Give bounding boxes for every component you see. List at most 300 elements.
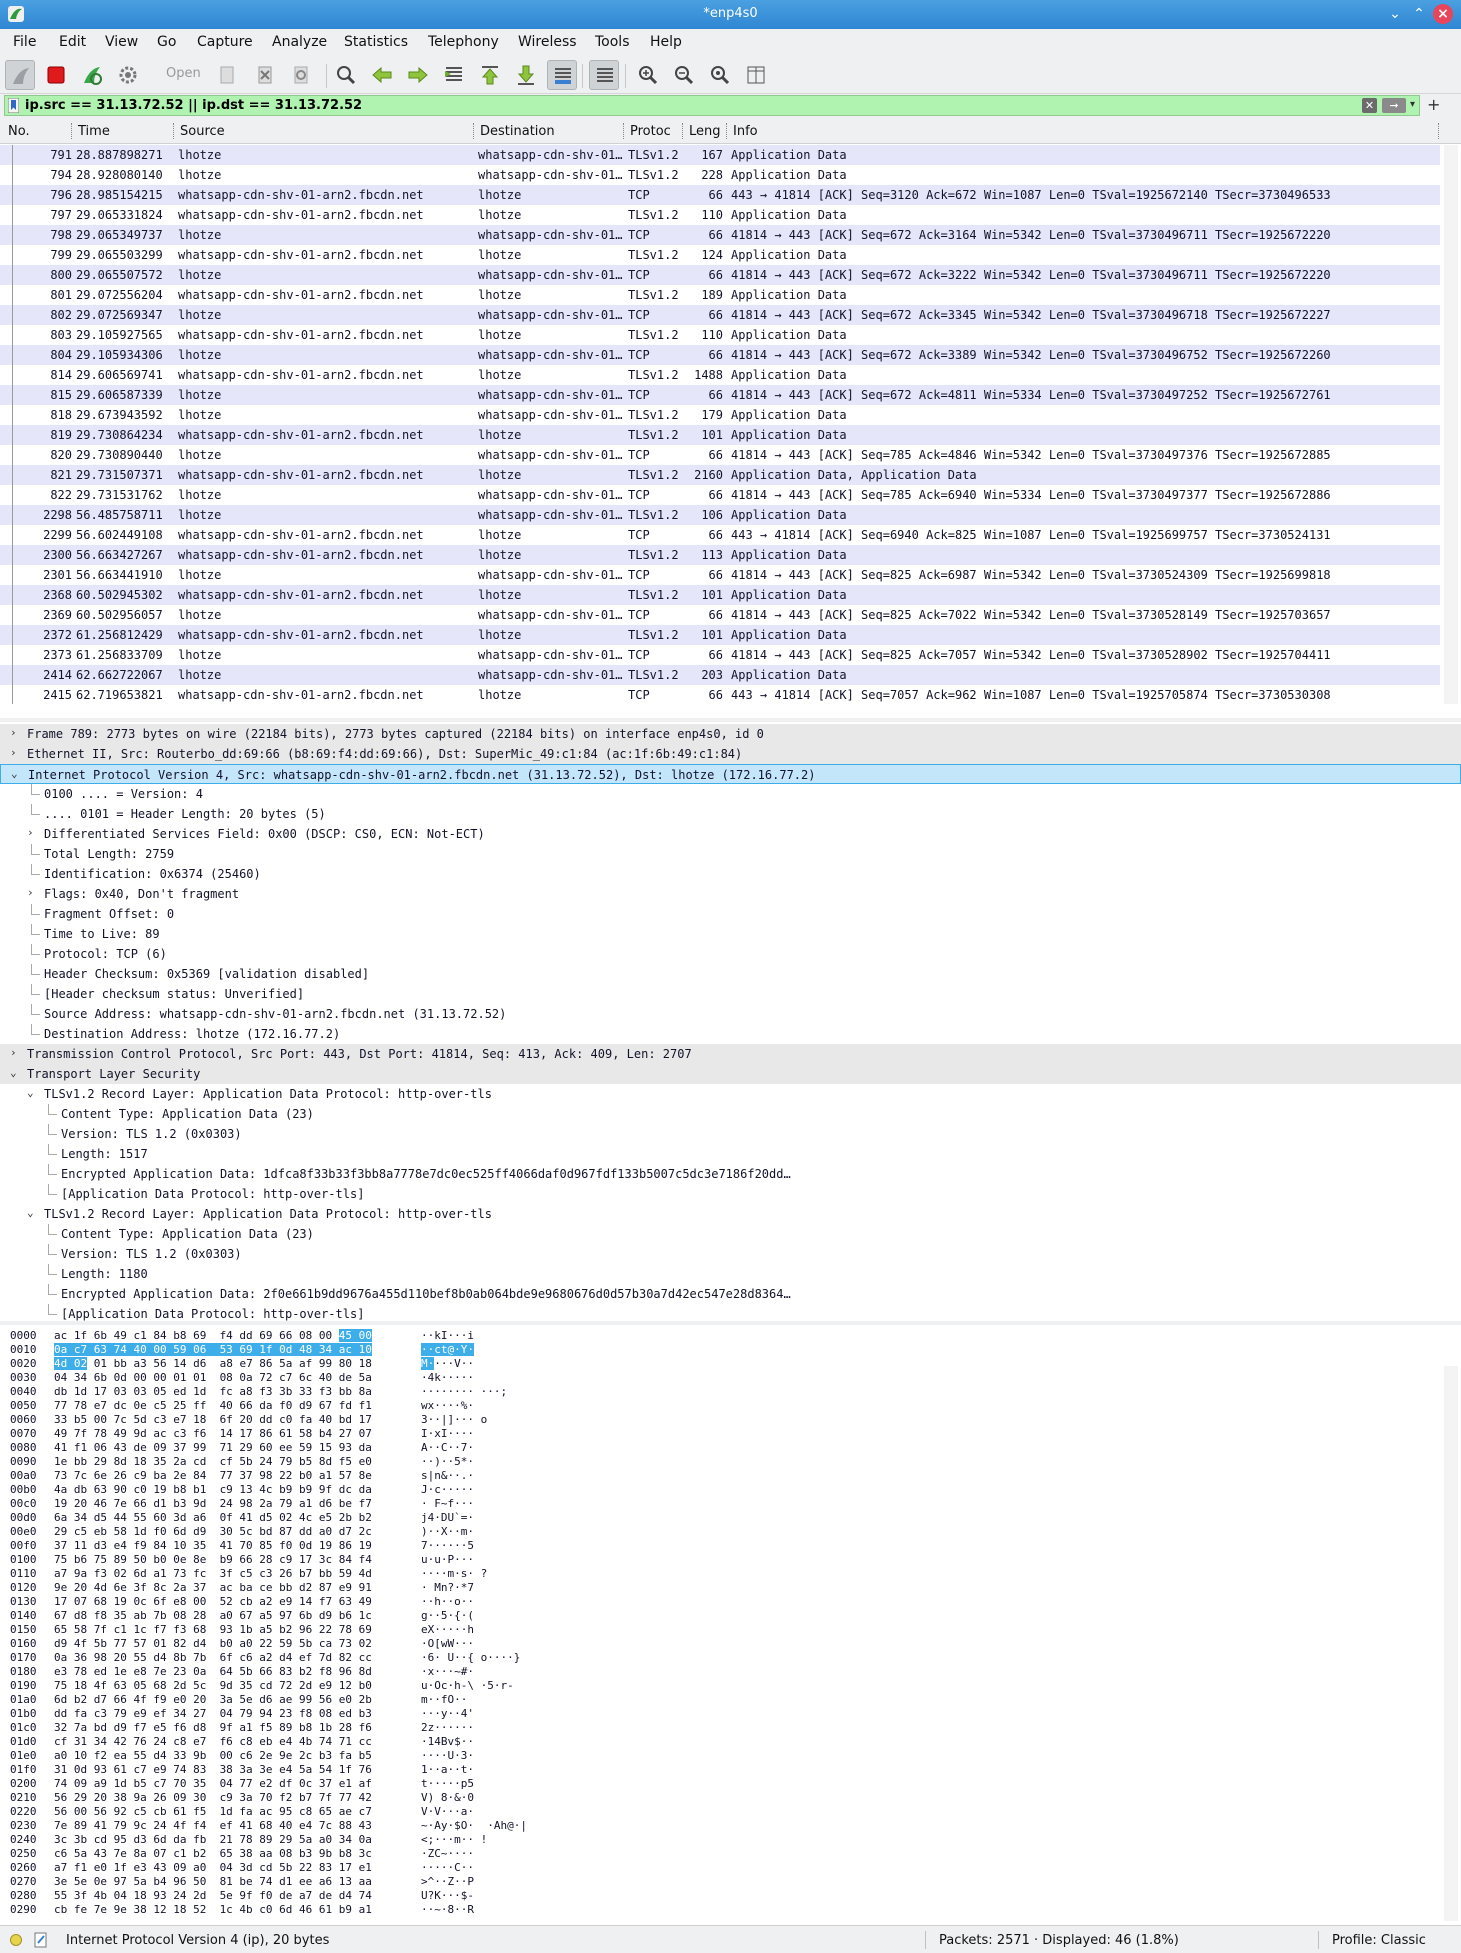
hex-bytes[interactable] [54, 1791, 372, 1804]
packet-no: 2372 [43, 628, 72, 642]
hex-row[interactable] [0, 1441, 1461, 1455]
ascii-bytes[interactable] [421, 1889, 474, 1902]
hex-row[interactable] [0, 1707, 1461, 1721]
hex-row[interactable] [0, 1511, 1461, 1525]
column-separator[interactable] [173, 123, 174, 139]
detail-row[interactable] [0, 904, 1461, 924]
pane-splitter[interactable] [0, 1321, 1461, 1325]
conversation-tree-line [12, 325, 13, 345]
packet-row[interactable] [0, 505, 1440, 525]
ascii-bytes[interactable] [421, 1413, 487, 1426]
ascii-bytes[interactable] [421, 1427, 474, 1440]
column-source[interactable]: Source [180, 124, 225, 139]
packet-len: 66 [708, 488, 723, 502]
ascii-bytes[interactable] [421, 1329, 474, 1342]
find-packet-button[interactable] [331, 60, 361, 90]
last-packet-button[interactable] [511, 60, 541, 90]
hex-row[interactable] [0, 1721, 1461, 1735]
ascii-bytes[interactable] [421, 1511, 474, 1524]
detail-row[interactable] [0, 844, 1461, 864]
hex-row[interactable] [0, 1357, 1461, 1371]
ascii-bytes[interactable] [421, 1777, 474, 1790]
packet-row[interactable] [0, 445, 1440, 465]
hex-bytes[interactable] [54, 1679, 372, 1692]
stop-capture-button[interactable] [41, 60, 71, 90]
hex-row[interactable] [0, 1833, 1461, 1847]
packet-time: 60.502956057 [76, 608, 163, 622]
packet-row[interactable] [0, 345, 1440, 365]
hex-row[interactable] [0, 1903, 1461, 1917]
hex-bytes[interactable] [54, 1469, 372, 1482]
hex-row[interactable] [0, 1399, 1461, 1413]
hex-offset: 00e0 [10, 1525, 37, 1538]
detail-row[interactable] [0, 804, 1461, 824]
hex-bytes[interactable] [54, 1903, 372, 1916]
hex-bytes[interactable] [54, 1329, 372, 1342]
menu-view[interactable]: View [105, 34, 139, 50]
ascii-bytes[interactable] [421, 1763, 474, 1776]
expand-arrow-icon[interactable]: › [10, 746, 17, 759]
hex-bytes[interactable] [54, 1651, 372, 1664]
hex-row[interactable] [0, 1385, 1461, 1399]
packet-src: whatsapp-cdn-shv-01-arn2.fbcdn.net [178, 428, 424, 442]
packet-no: 801 [50, 288, 72, 302]
pane-splitter[interactable] [0, 718, 1461, 722]
detail-row[interactable] [0, 1144, 1461, 1164]
packet-rows [0, 145, 1440, 704]
hex-bytes[interactable] [54, 1847, 372, 1860]
capture-options-button[interactable] [113, 60, 143, 90]
detail-row[interactable] [0, 944, 1461, 964]
packet-info: 443 → 41814 [ACK] Seq=3120 Ack=672 Win=1087 Len=0 TSval=1925672140 TSecr=3730496533 [731, 188, 1331, 202]
hex-row[interactable] [0, 1819, 1461, 1833]
status-separator [925, 1931, 926, 1949]
resize-columns-button[interactable] [741, 60, 771, 90]
reload-file-button[interactable] [286, 60, 316, 90]
go-to-packet-button[interactable] [439, 60, 469, 90]
hex-bytes[interactable] [54, 1637, 372, 1650]
detail-row[interactable] [0, 1184, 1461, 1204]
packet-info: Application Data [731, 328, 847, 342]
hex-row[interactable] [0, 1343, 1461, 1357]
ascii-bytes[interactable] [421, 1707, 474, 1720]
column-no[interactable]: No. [8, 124, 30, 139]
ascii-bytes[interactable] [421, 1525, 474, 1538]
hex-row[interactable] [0, 1651, 1461, 1665]
tree-branch-line [31, 904, 32, 915]
first-packet-button[interactable] [475, 60, 505, 90]
detail-row[interactable] [0, 924, 1461, 944]
ascii-bytes[interactable] [421, 1791, 474, 1804]
hex-row[interactable] [0, 1483, 1461, 1497]
ascii-bytes[interactable] [421, 1861, 474, 1874]
go-forward-button[interactable] [403, 60, 433, 90]
menu-file[interactable]: File [13, 34, 37, 50]
hex-row[interactable] [0, 1623, 1461, 1637]
expert-info-indicator-icon[interactable] [10, 1934, 22, 1946]
expand-arrow-icon[interactable]: › [27, 886, 34, 899]
hex-bytes-plain: 19 20 46 7e 66 d1 b3 9d 24 98 2a 79 a1 d6 be f7 [54, 1497, 372, 1510]
hex-offset: 0020 [10, 1357, 37, 1370]
hex-bytes[interactable] [54, 1763, 372, 1776]
ascii-bytes[interactable] [421, 1539, 474, 1552]
packet-row[interactable] [0, 465, 1440, 485]
ascii-bytes[interactable] [421, 1609, 474, 1622]
bookmark-icon[interactable] [8, 98, 19, 113]
restart-capture-button[interactable] [77, 60, 107, 90]
menu-statistics[interactable]: Statistics [344, 34, 408, 50]
toolbar-separator [582, 64, 583, 88]
minimize-icon[interactable]: ⌄ [1389, 6, 1401, 22]
column-destination[interactable]: Destination [480, 124, 555, 139]
packet-row[interactable] [0, 485, 1440, 505]
hex-bytes[interactable] [54, 1455, 372, 1468]
zoom-in-button[interactable] [633, 60, 663, 90]
detail-row[interactable] [0, 1064, 1461, 1084]
hex-offset: 01a0 [10, 1693, 37, 1706]
packet-row[interactable] [0, 665, 1440, 685]
expand-arrow-icon[interactable]: › [27, 826, 34, 839]
ascii-bytes[interactable] [421, 1497, 474, 1510]
packet-src: whatsapp-cdn-shv-01-arn2.fbcdn.net [178, 688, 424, 702]
hex-bytes[interactable] [54, 1497, 372, 1510]
detail-row[interactable] [0, 864, 1461, 884]
start-capture-button[interactable] [5, 60, 35, 90]
hex-bytes[interactable] [54, 1483, 372, 1496]
hex-offset: 0050 [10, 1399, 37, 1412]
detail-row[interactable] [0, 1244, 1461, 1264]
menu-edit[interactable]: Edit [59, 34, 87, 50]
hex-offset: 0010 [10, 1343, 37, 1356]
packet-time: 29.730864234 [76, 428, 163, 442]
add-filter-button-icon[interactable]: + [1427, 95, 1441, 114]
hex-row[interactable] [0, 1497, 1461, 1511]
hex-bytes[interactable] [54, 1707, 372, 1720]
hex-bytes[interactable] [54, 1749, 372, 1762]
close-file-button[interactable] [250, 60, 280, 90]
hex-row[interactable] [0, 1889, 1461, 1903]
hex-bytes[interactable] [54, 1441, 372, 1454]
hex-row[interactable] [0, 1469, 1461, 1483]
collapse-arrow-icon[interactable]: ⌄ [10, 1066, 17, 1079]
packet-len: 106 [701, 508, 723, 522]
hex-row[interactable] [0, 1637, 1461, 1651]
collapse-arrow-icon[interactable]: ⌄ [27, 1086, 34, 1099]
ascii-bytes[interactable] [421, 1875, 474, 1888]
hex-bytes[interactable] [54, 1413, 372, 1426]
detail-row[interactable] [0, 964, 1461, 984]
detail-row[interactable] [0, 724, 1461, 744]
packet-row[interactable] [0, 545, 1440, 565]
ascii-bytes[interactable] [421, 1399, 474, 1412]
packet-row[interactable] [0, 565, 1440, 585]
conversation-tree-line [12, 405, 13, 425]
column-info[interactable]: Info [733, 124, 758, 139]
packet-time: 29.606587339 [76, 388, 163, 402]
packet-time: 28.985154215 [76, 188, 163, 202]
detail-row[interactable] [0, 1264, 1461, 1284]
hex-row[interactable] [0, 1427, 1461, 1441]
hex-bytes[interactable] [54, 1623, 372, 1636]
hex-bytes[interactable] [54, 1609, 372, 1622]
open-file-button[interactable]: Open [166, 66, 201, 81]
auto-scroll-button[interactable] [547, 60, 577, 90]
detail-row[interactable] [0, 1004, 1461, 1024]
packet-row[interactable] [0, 145, 1440, 165]
hex-row[interactable] [0, 1749, 1461, 1763]
column-protocol[interactable]: Protoc [630, 124, 671, 139]
expand-arrow-icon[interactable]: › [10, 726, 17, 739]
ascii-bytes[interactable] [421, 1441, 474, 1454]
packet-row[interactable] [0, 285, 1440, 305]
hex-bytes[interactable] [54, 1553, 372, 1566]
detail-row[interactable] [0, 824, 1461, 844]
hex-row[interactable] [0, 1735, 1461, 1749]
hex-bytes[interactable] [54, 1525, 372, 1538]
save-file-button[interactable] [212, 60, 242, 90]
menu-tools[interactable]: Tools [595, 34, 630, 50]
detail-row[interactable] [0, 1164, 1461, 1184]
packet-row[interactable] [0, 625, 1440, 645]
packet-info: Application Data [731, 628, 847, 642]
ascii-bytes[interactable] [421, 1567, 487, 1580]
packet-row[interactable] [0, 325, 1440, 345]
detail-row[interactable] [0, 1124, 1461, 1144]
packet-dst: whatsapp-cdn-shv-01… [478, 668, 623, 682]
hex-bytes[interactable] [54, 1539, 372, 1552]
ascii-bytes[interactable] [421, 1833, 487, 1846]
hex-bytes[interactable] [54, 1861, 372, 1874]
ascii-bytes[interactable] [421, 1749, 474, 1762]
packet-list-scrollbar[interactable] [1444, 145, 1458, 704]
maximize-icon[interactable]: ⌃ [1413, 6, 1425, 22]
menu-wireless[interactable]: Wireless [518, 34, 577, 50]
hex-bytes[interactable] [54, 1735, 372, 1748]
menu-capture[interactable]: Capture [197, 34, 253, 50]
hex-bytes[interactable] [54, 1889, 372, 1902]
packet-row[interactable] [0, 165, 1440, 185]
packet-dst: whatsapp-cdn-shv-01… [478, 508, 623, 522]
hex-bytes[interactable] [54, 1399, 372, 1412]
hex-bytes[interactable] [54, 1581, 372, 1594]
hex-row[interactable] [0, 1581, 1461, 1595]
column-separator[interactable] [71, 123, 72, 139]
column-time[interactable]: Time [78, 124, 110, 139]
hex-row[interactable] [0, 1805, 1461, 1819]
detail-row[interactable] [0, 1104, 1461, 1124]
packet-info: 443 → 41814 [ACK] Seq=6940 Ack=825 Win=1087 Len=0 TSval=1925699757 TSecr=3730524131 [731, 528, 1331, 542]
hex-row[interactable] [0, 1539, 1461, 1553]
tree-branch-line [48, 1254, 57, 1255]
clear-filter-icon[interactable]: ✕ [1362, 98, 1377, 113]
packet-row[interactable] [0, 205, 1440, 225]
packet-row[interactable] [0, 525, 1440, 545]
expand-arrow-icon[interactable]: › [10, 1046, 17, 1059]
hex-bytes-plain: 29 c5 eb 58 1d f0 6d d9 30 5c bd 87 dd a0 d7 2c [54, 1525, 372, 1538]
packet-src: whatsapp-cdn-shv-01-arn2.fbcdn.net [178, 588, 424, 602]
packet-row[interactable] [0, 245, 1440, 265]
hex-row[interactable] [0, 1525, 1461, 1539]
bytes-pane-scrollbar[interactable] [1444, 1366, 1458, 1921]
ascii-bytes[interactable] [421, 1735, 474, 1748]
ascii-bytes[interactable] [421, 1357, 474, 1370]
ascii-bytes[interactable] [421, 1455, 474, 1468]
ascii-bytes[interactable] [421, 1693, 467, 1706]
menu-telephony[interactable]: Telephony [428, 34, 499, 50]
hex-row[interactable] [0, 1371, 1461, 1385]
hex-row[interactable] [0, 1665, 1461, 1679]
hex-row[interactable] [0, 1777, 1461, 1791]
hex-bytes[interactable] [54, 1427, 372, 1440]
hex-row[interactable] [0, 1861, 1461, 1875]
hex-row[interactable] [0, 1413, 1461, 1427]
filter-history-dropdown-icon[interactable]: ▾ [1410, 99, 1416, 110]
detail-row[interactable] [0, 744, 1461, 764]
capture-comment-icon[interactable] [34, 1932, 48, 1948]
apply-filter-icon[interactable]: ➞ [1382, 98, 1406, 113]
packet-row[interactable] [0, 425, 1440, 445]
packet-row[interactable] [0, 225, 1440, 245]
column-separator[interactable] [623, 123, 624, 139]
detail-text: TLSv1.2 Record Layer: Application Data Protocol: http-over-tls [44, 1087, 492, 1101]
ascii-plain: eX·····h [421, 1623, 474, 1636]
packet-src: lhotze [178, 648, 222, 662]
ascii-bytes[interactable] [421, 1371, 474, 1384]
column-separator[interactable] [682, 123, 683, 139]
hex-row[interactable] [0, 1567, 1461, 1581]
packet-row[interactable] [0, 385, 1440, 405]
ascii-bytes[interactable] [421, 1847, 474, 1860]
hex-row[interactable] [0, 1679, 1461, 1693]
ascii-bytes[interactable] [421, 1385, 507, 1398]
ascii-bytes[interactable] [421, 1623, 474, 1636]
detail-row[interactable] [0, 884, 1461, 904]
tree-branch-line [31, 814, 40, 815]
hex-row[interactable] [0, 1791, 1461, 1805]
hex-bytes[interactable] [54, 1693, 372, 1706]
packet-row[interactable] [0, 365, 1440, 385]
colorize-button[interactable] [589, 60, 619, 90]
hex-bytes[interactable] [54, 1665, 372, 1678]
hex-row[interactable] [0, 1595, 1461, 1609]
hex-row[interactable] [0, 1609, 1461, 1623]
detail-row[interactable] [0, 784, 1461, 804]
ascii-bytes[interactable] [421, 1721, 474, 1734]
packet-no: 818 [50, 408, 72, 422]
tree-branch-line [31, 784, 32, 795]
column-separator[interactable] [726, 123, 727, 139]
packet-proto: TLSv1.2 [628, 588, 679, 602]
detail-row[interactable] [0, 764, 1461, 784]
hex-bytes[interactable] [54, 1805, 372, 1818]
hex-row[interactable] [0, 1763, 1461, 1777]
column-separator[interactable] [1438, 123, 1439, 139]
detail-row[interactable] [0, 1084, 1461, 1104]
detail-row[interactable] [0, 984, 1461, 1004]
menu-help[interactable]: Help [650, 34, 682, 50]
close-window-button[interactable]: × [1433, 4, 1453, 24]
hex-bytes[interactable] [54, 1343, 372, 1356]
ascii-bytes[interactable] [421, 1469, 474, 1482]
column-length[interactable]: Leng [689, 124, 721, 139]
ascii-bytes[interactable] [421, 1553, 474, 1566]
hex-bytes-plain: 7e 89 41 79 9c 24 4f f4 ef 41 68 40 e4 7c 88 43 [54, 1819, 372, 1832]
hex-row[interactable] [0, 1553, 1461, 1567]
ascii-bytes[interactable] [421, 1483, 474, 1496]
packet-row[interactable] [0, 305, 1440, 325]
ascii-bytes[interactable] [421, 1805, 474, 1818]
packet-len: 66 [708, 308, 723, 322]
tree-branch-line [48, 1314, 57, 1315]
packet-len: 203 [701, 668, 723, 682]
menu-analyze[interactable]: Analyze [272, 34, 328, 50]
packet-row[interactable] [0, 265, 1440, 285]
ascii-bytes[interactable] [421, 1343, 474, 1356]
ascii-bytes[interactable] [421, 1651, 520, 1664]
status-profile[interactable]: Profile: Classic [1332, 1933, 1426, 1948]
ascii-bytes[interactable] [421, 1637, 474, 1650]
ascii-bytes[interactable] [421, 1581, 474, 1594]
collapse-arrow-icon[interactable]: ⌄ [27, 1206, 34, 1219]
zoom-out-button[interactable] [669, 60, 699, 90]
hex-bytes[interactable] [54, 1721, 372, 1734]
packet-row[interactable] [0, 605, 1440, 625]
hex-bytes[interactable] [54, 1595, 372, 1608]
hex-bytes[interactable] [54, 1819, 372, 1832]
hex-row[interactable] [0, 1847, 1461, 1861]
detail-row[interactable] [0, 1284, 1461, 1304]
detail-row[interactable] [0, 1304, 1461, 1321]
packet-row[interactable] [0, 185, 1440, 205]
menu-go[interactable]: Go [157, 34, 177, 50]
ascii-bytes[interactable] [421, 1665, 474, 1678]
detail-row[interactable] [0, 1204, 1461, 1224]
packet-time: 60.502945302 [76, 588, 163, 602]
hex-row[interactable] [0, 1329, 1461, 1343]
detail-row[interactable] [0, 1024, 1461, 1044]
hex-bytes[interactable] [54, 1567, 372, 1580]
ascii-bytes[interactable] [421, 1819, 527, 1832]
packet-row[interactable] [0, 585, 1440, 605]
hex-bytes[interactable] [54, 1511, 372, 1524]
hex-bytes[interactable] [54, 1357, 372, 1370]
packet-proto: TLSv1.2 [628, 548, 679, 562]
display-filter-input[interactable] [25, 97, 1355, 114]
hex-row[interactable] [0, 1693, 1461, 1707]
packet-row[interactable] [0, 645, 1440, 665]
go-back-button[interactable] [367, 60, 397, 90]
hex-row[interactable] [0, 1455, 1461, 1469]
zoom-reset-button[interactable] [705, 60, 735, 90]
hex-bytes[interactable] [54, 1385, 372, 1398]
hex-bytes[interactable] [54, 1833, 372, 1846]
hex-bytes[interactable] [54, 1371, 372, 1384]
hex-bytes[interactable] [54, 1875, 372, 1888]
detail-row[interactable] [0, 1224, 1461, 1244]
hex-bytes[interactable] [54, 1777, 372, 1790]
column-separator[interactable] [473, 123, 474, 139]
detail-row[interactable] [0, 1044, 1461, 1064]
packet-row[interactable] [0, 405, 1440, 425]
hex-row[interactable] [0, 1875, 1461, 1889]
ascii-bytes[interactable] [421, 1903, 474, 1916]
packet-src: lhotze [178, 568, 222, 582]
packet-row[interactable] [0, 685, 1440, 704]
ascii-bytes[interactable] [421, 1595, 474, 1608]
ascii-bytes[interactable] [421, 1679, 514, 1692]
packet-proto: TLSv1.2 [628, 248, 679, 262]
collapse-arrow-icon[interactable]: ⌄ [11, 767, 18, 780]
